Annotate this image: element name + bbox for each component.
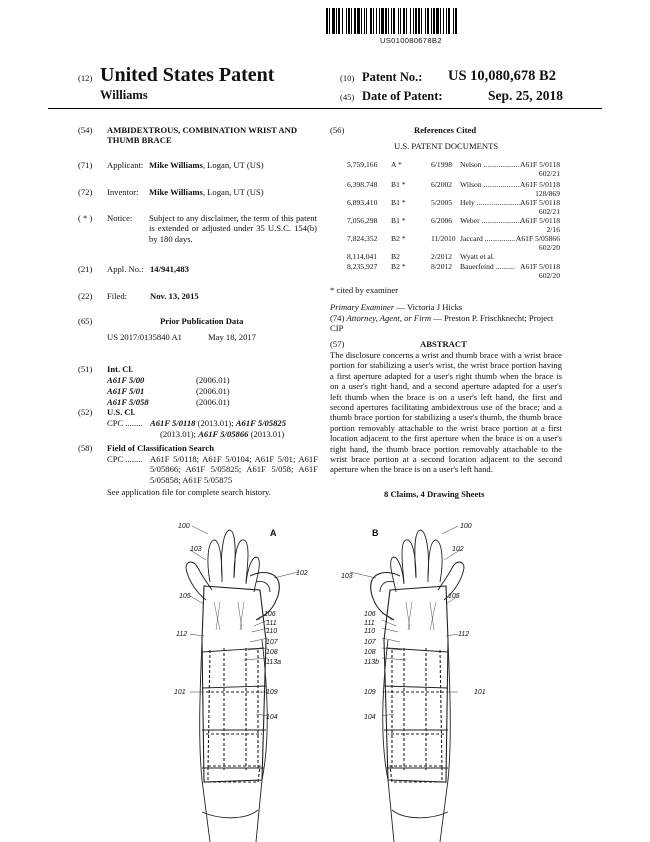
uscl-line2	[160, 429, 284, 439]
figure-ref-label: 103	[341, 573, 353, 580]
reference-kd: B2	[391, 252, 400, 261]
reference-dt: 5/2005	[431, 198, 453, 207]
reference-kd: B1 *	[391, 198, 406, 207]
figure-ref-label: 106	[264, 611, 276, 618]
appl-code: (21)	[78, 264, 93, 274]
reference-cl2: 2/16	[546, 225, 560, 234]
reference-cl: A61F 5/0118	[519, 160, 560, 169]
prior-heading: Prior Publication Data	[160, 316, 244, 326]
inventor-code: (72)	[78, 187, 93, 197]
applicant-name: Mike Williams	[149, 160, 203, 170]
reference-cl: A61F 5/0118	[519, 216, 560, 225]
uscl-cpc-label: CPC ........	[107, 418, 143, 428]
reference-nm: Nelson ...................	[460, 160, 520, 169]
inventor-label: Inventor:	[107, 187, 139, 197]
reference-pn: 8,114,041	[347, 252, 378, 261]
reference-dt: 6/2006	[431, 216, 453, 225]
applicant	[149, 160, 264, 170]
figure-ref-label: 102	[296, 570, 308, 577]
filed-date: Nov. 13, 2015	[150, 291, 199, 301]
notice-text: Subject to any disclaimer, the term of this patent is extended or adjusted under 35 U.S.C. 154(b) by 180 days.	[149, 213, 317, 244]
figure-ref-label: 108	[266, 649, 278, 656]
figure-label-a: A	[270, 528, 277, 538]
attorney-line	[330, 313, 562, 334]
barcode	[326, 8, 522, 34]
field-code: (58)	[78, 443, 93, 453]
reference-kd: B2 *	[391, 234, 406, 243]
uscl-heading: U.S. Cl.	[107, 407, 136, 417]
kind-code: (12)	[78, 73, 93, 83]
field-heading: Field of Classification Search	[107, 443, 215, 453]
reference-dt: 11/2010	[431, 234, 456, 243]
filed-code: (22)	[78, 291, 93, 301]
uscl-cpc-1-version: (2013.01);	[195, 418, 236, 428]
reference-cl2: 602/21	[538, 207, 560, 216]
header-rule	[48, 108, 602, 109]
patent-no-code: (10)	[340, 73, 355, 83]
intcl-version: (2006.01)	[196, 397, 230, 407]
appl-number: 14/941,483	[150, 264, 189, 274]
inventor	[149, 187, 264, 197]
figure-ref-label: 105	[448, 593, 460, 600]
figure-ref-label: 113a	[266, 659, 282, 666]
patent-title: AMBIDEXTROUS, COMBINATION WRIST AND THUMB BRACE	[107, 125, 298, 146]
intcl-code: (51)	[78, 364, 93, 374]
attorney-label: Attorney, Agent, or Firm	[346, 313, 432, 323]
attorney-name: — Preston P. Frischknecht; Project CIP	[330, 313, 554, 334]
reference-cl: A61F 5/0118	[519, 180, 560, 189]
abstract-text: The disclosure concerns a wrist and thumb brace with a wrist brace portion for stabilizing a user's wrist, the wrist brace portion having a first aperture adapted for a user's right thumb when the brace is on a user's right hand, and a second aperture adapted for a user's left thumb when the brace is on a user's left hand, the first and second apertures facilitating ambidextrous use of the brace; and a thumb brace portion for stabilizing a user's thumb, the thumb brace portion removably attachable to the wrist brace portion at a first location adjacent to the first aperture when the brace is on a user's right hand, the thumb brace portion removably attachable to the wrist brace portion at a second location adjacent to the second aperture when the brace is on a user's left hand.	[330, 350, 562, 475]
figure-ref-label: 111	[364, 620, 375, 627]
figure-ref-label: 113b	[364, 659, 380, 666]
figure-ref-label: 100	[178, 523, 190, 530]
inventor-name: Mike Williams	[149, 187, 203, 197]
prior-code: (65)	[78, 316, 93, 326]
intcl-version: (2006.01)	[196, 375, 230, 385]
reference-cl: A61F 5/0118	[519, 262, 560, 271]
reference-row	[330, 262, 560, 280]
date-code: (45)	[340, 92, 355, 102]
reference-kd: B2 *	[391, 262, 406, 271]
figure-ref-label: 102	[452, 546, 464, 553]
reference-pn: 8,235,927	[347, 262, 378, 271]
refs-code: (56)	[330, 125, 345, 135]
reference-cl2: 602/20	[538, 243, 560, 252]
field-text: A61F 5/0118; A61F 5/0104; A61F 5/01; A61F 5/05866; A61F 5/05825; A61F 5/058; A61F 5/05858; A61F 5/05875	[150, 454, 318, 485]
attorney-code: (74)	[330, 313, 345, 323]
reference-cl: A61F 5/0118	[519, 198, 560, 207]
reference-nm: Bauerfeind ..........	[460, 262, 515, 271]
reference-cl2: 602/21	[538, 169, 560, 178]
refs-heading: References Cited	[414, 125, 477, 135]
figure-ref-label: 107	[266, 639, 278, 646]
notice-label: Notice:	[107, 213, 133, 223]
figure-ref-label: 106	[364, 611, 376, 618]
uscl-line1	[150, 418, 320, 428]
figure-ref-label: 104	[364, 714, 376, 721]
reference-kd: B1 *	[391, 180, 406, 189]
figure-ref-label: 105	[179, 593, 191, 600]
patent-date: Sep. 25, 2018	[488, 88, 564, 103]
reference-dt: 6/2002	[431, 180, 453, 189]
uscl-cpc-2-version: (2013.01);	[160, 429, 199, 439]
figure-ref-label: 109	[364, 689, 376, 696]
field-see: See application file for complete search history.	[107, 487, 271, 497]
date-label: Date of Patent:	[362, 89, 443, 103]
intcl-class: A61F 5/00	[107, 375, 145, 385]
figure-ref-label: 101	[174, 689, 186, 696]
figure-ref-label: 110	[364, 628, 376, 635]
reference-pn: 6,398,748	[347, 180, 378, 189]
intcl-class: A61F 5/058	[107, 397, 149, 407]
reference-dt: 8/2012	[431, 262, 453, 271]
reference-kd: A *	[391, 160, 402, 169]
uscl-cpc-1: A61F 5/0118	[150, 418, 196, 428]
reference-dt: 2/2012	[431, 252, 453, 261]
reference-cl2: 128/869	[535, 189, 560, 198]
reference-nm: Hely ........................	[460, 198, 523, 207]
uscl-cpc-2: A61F 5/05825	[235, 418, 287, 428]
patent-number: US 10,080,678 B2	[448, 68, 556, 84]
patent-no-label: Patent No.:	[362, 70, 423, 84]
figure-ref-label: 101	[474, 689, 486, 696]
figure-ref-label: 112	[458, 631, 470, 638]
intcl-class: A61F 5/01	[107, 386, 145, 396]
uscl-cpc-3-version: (2013.01)	[248, 429, 285, 439]
barcode-bar	[457, 8, 458, 34]
reference-pn: 5,759,166	[347, 160, 378, 169]
figure-label-b: B	[372, 528, 379, 538]
notice-code: ( * )	[78, 213, 93, 223]
inventor-surname: Williams	[100, 88, 148, 102]
figure-ref-label: 107	[364, 639, 376, 646]
figure-ref-label: 112	[176, 631, 188, 638]
reference-row	[330, 160, 560, 178]
prior-date: May 18, 2017	[208, 332, 256, 342]
filed-label: Filed:	[107, 291, 128, 301]
reference-cl2: 602/20	[538, 271, 560, 280]
reference-row	[330, 180, 560, 198]
intcl-version: (2006.01)	[196, 386, 230, 396]
figure-ref-label: 108	[364, 649, 376, 656]
reference-row	[330, 234, 560, 252]
reference-pn: 6,893,410	[347, 198, 378, 207]
field-cpc-label: CPC ........	[107, 454, 143, 464]
applicant-location: , Logan, UT (US)	[202, 160, 264, 170]
reference-row	[330, 198, 560, 216]
reference-nm: Wyatt et al.	[460, 252, 495, 261]
figure-ref-label: 111	[266, 620, 277, 627]
figure-ref-label: 109	[266, 689, 278, 696]
examiner-line	[330, 302, 462, 312]
figure-ref-label: 100	[460, 523, 472, 530]
applicant-label: Applicant:	[107, 160, 144, 170]
us-docs-heading: U.S. PATENT DOCUMENTS	[394, 141, 499, 151]
figure-ref-label: 110	[266, 628, 278, 635]
uscl-cpc-3: A61F 5/05866	[198, 429, 249, 439]
abstract-code: (57)	[330, 339, 345, 349]
abstract-heading: ABSTRACT	[420, 339, 467, 349]
examiner-name: — Victoria J Hicks	[394, 302, 463, 312]
inventor-location: , Logan, UT (US)	[202, 187, 264, 197]
reference-nm: Wilson ...................	[460, 180, 520, 189]
reference-nm: Jaccard ................	[460, 234, 516, 243]
figure-ref-label: 104	[266, 714, 278, 721]
reference-dt: 6/1998	[431, 160, 453, 169]
reference-pn: 7,056,298	[347, 216, 378, 225]
reference-row	[330, 216, 560, 234]
prior-pub: US 2017/0135840 A1	[107, 332, 182, 342]
reference-kd: B1 *	[391, 216, 406, 225]
doc-type: United States Patent	[100, 64, 275, 86]
reference-pn: 7,824,352	[347, 234, 378, 243]
uscl-code: (52)	[78, 407, 93, 417]
barcode-number: US010080678B2	[380, 36, 442, 45]
brace-figure	[150, 520, 500, 842]
figure-ref-label: 103	[190, 546, 202, 553]
reference-nm: Weber .....................	[460, 216, 522, 225]
intcl-heading: Int. Cl.	[107, 364, 134, 374]
reference-cl: A61F 5/05866	[515, 234, 560, 243]
applicant-code: (71)	[78, 160, 93, 170]
claims-count: 8 Claims, 4 Drawing Sheets	[384, 489, 485, 499]
appl-label: Appl. No.:	[107, 264, 144, 274]
examiner-label: Primary Examiner	[330, 302, 395, 312]
cited-note: * cited by examiner	[330, 285, 399, 295]
title-code: (54)	[78, 125, 93, 135]
